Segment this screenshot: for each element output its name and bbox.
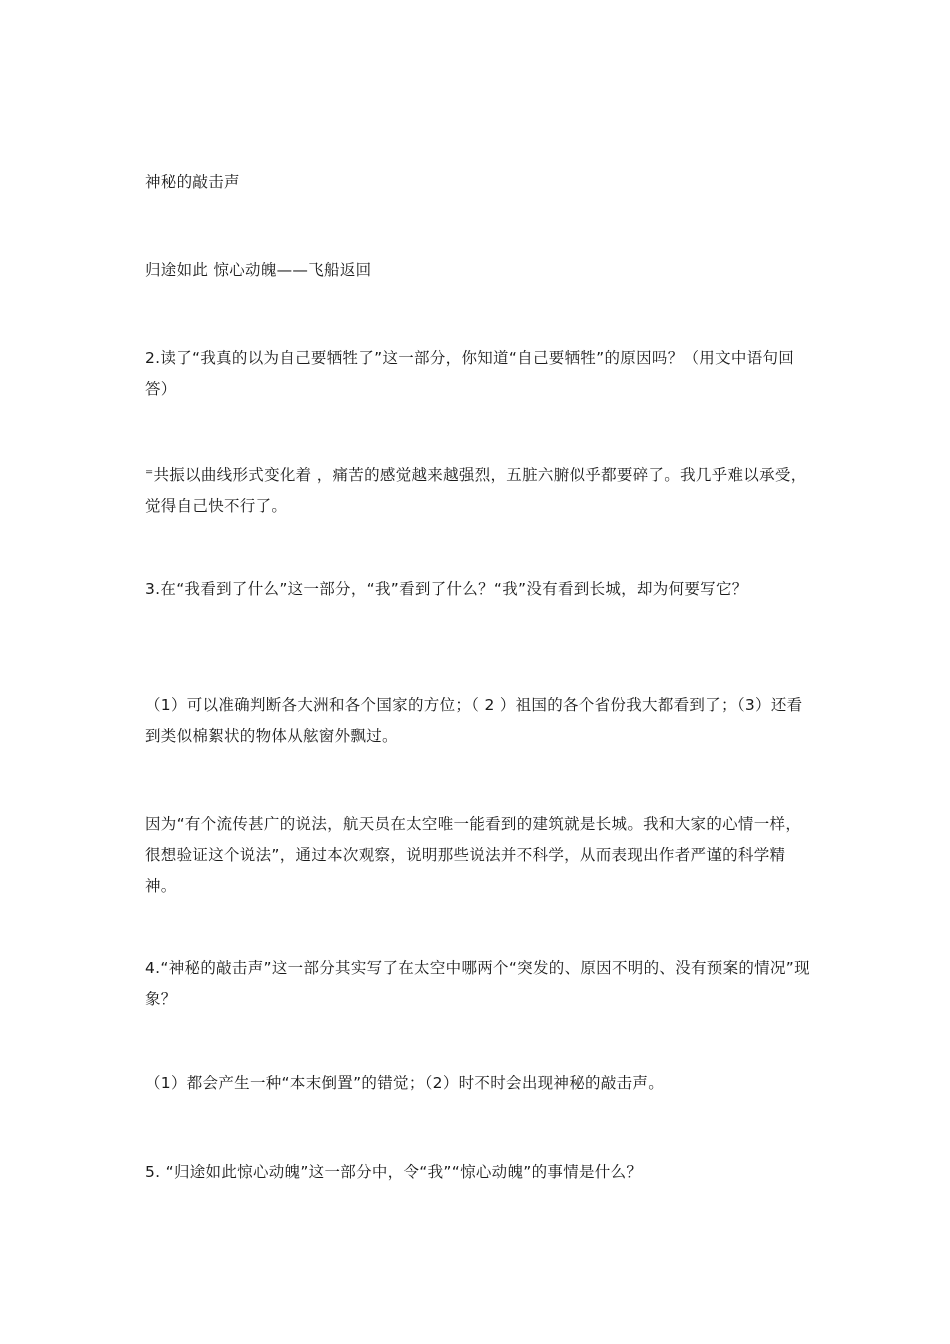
question-5: 5. “归途如此惊心动魄”这一部分中，令“我”“惊心动魄”的事情是什么？ [145,1163,643,1181]
answer-3-part-1: （1）可以准确判断各大洲和各个国家的方位；（ 2 ）祖国的各个省份我大都看到了；（3）还看到类似棉絮状的物体从舷窗外飘过。 [145,696,803,745]
question-2: 2.读了“我真的以为自己要牺牲了”这一部分，你知道“自己要牺牲”的原因吗？（用文中语句回答） [145,349,795,398]
section-heading-return-journey: 归途如此 惊心动魄——飞船返回 [145,261,372,279]
answer-3-part-2: 因为“有个流传甚广的说法，航天员在太空唯一能看到的建筑就是长城。我和大家的心情一样，很想验证这个说法”，通过本次观察，说明那些说法并不科学，从而表现出作者严谨的科学精神。 [145,815,802,895]
question-4: 4.“神秘的敲击声”这一部分其实写了在太空中哪两个“突发的、原因不明的、没有预案的情况”现象？ [145,959,810,1008]
question-3: 3.在“我看到了什么”这一部分，“我”看到了什么？“我”没有看到长城，却为何要写它？ [145,580,748,598]
answer-4: （1）都会产生一种“本末倒置”的错觉；（2）时不时会出现神秘的敲击声。 [145,1074,665,1092]
section-heading-mysterious-knocking: 神秘的敲击声 [145,173,240,191]
answer-2: ⁼共振以曲线形式变化着 ，痛苦的感觉越来越强烈，五脏六腑似乎都要碎了。我几乎难以承受，觉得自己快不行了。 [145,466,807,515]
